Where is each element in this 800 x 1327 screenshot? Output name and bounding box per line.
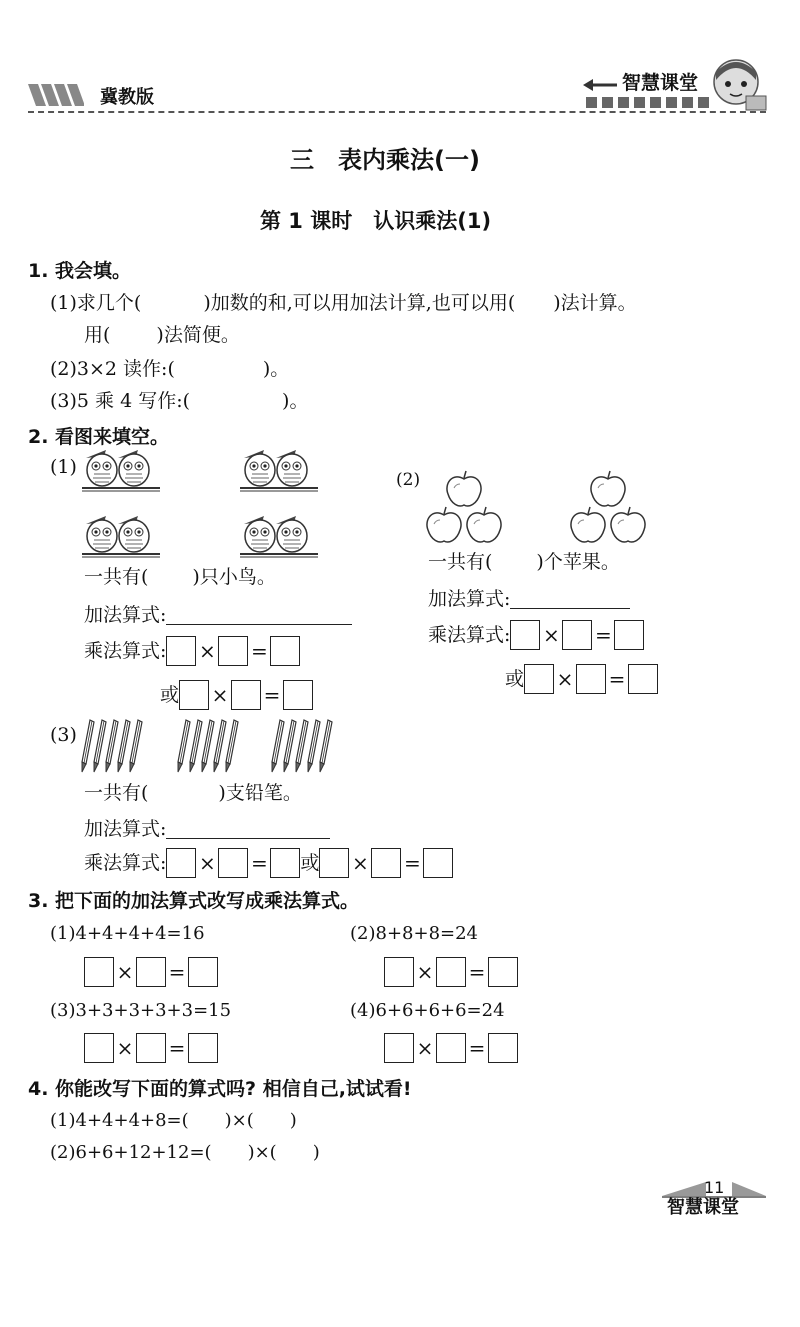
answer-box[interactable] — [179, 680, 209, 710]
answer-box[interactable] — [218, 848, 248, 878]
q3-item-3: (3)3+3+3+3+3=15 — [50, 1000, 232, 1021]
q2-p2-mul-label: 乘法算式: — [428, 623, 511, 646]
q2-p1-total-prefix: 一共有( — [84, 566, 149, 588]
q2-p2-total-end: )个苹果。 — [536, 551, 620, 573]
q3-item-2: (2)8+8+8=24 — [350, 923, 479, 944]
answer-box[interactable] — [188, 957, 218, 987]
header — [0, 0, 800, 120]
q2-p2-add-answer-line[interactable] — [510, 588, 630, 609]
equals-sign: = — [608, 667, 626, 691]
q2-p1-add-line — [84, 604, 352, 625]
girl-mascot-icon — [706, 56, 768, 114]
times-sign: × — [199, 851, 216, 875]
q2-p2-total-prefix: 一共有( — [428, 551, 493, 573]
q4-item-1-end: ) — [289, 1110, 297, 1131]
q1-a-prefix: (1)求几个( — [50, 292, 142, 314]
answer-box[interactable] — [319, 848, 349, 878]
answer-box[interactable] — [384, 1033, 414, 1063]
q1-a-end: )法计算。 — [553, 292, 637, 314]
q2-p3-add-line — [84, 818, 330, 839]
brand-label: 智慧课堂 — [622, 72, 699, 94]
q4-item-1 — [50, 1112, 297, 1130]
q2-p2-mul-alt-line — [505, 664, 658, 694]
q2-p3-mul-line — [84, 848, 453, 878]
q4-title: 4. 你能改写下面的算式吗? 相信自己,试试看! — [28, 1078, 412, 1100]
q4-item-1-mid: )×( — [224, 1110, 254, 1131]
answer-box[interactable] — [136, 1033, 166, 1063]
arrow-icon — [583, 78, 619, 92]
equals-sign: = — [168, 960, 186, 984]
times-sign: × — [352, 851, 369, 875]
q3-item-2-answer — [384, 957, 518, 987]
q4-item-2-mid: )×( — [247, 1142, 277, 1163]
q2-p3-total-end: )支铅笔。 — [218, 782, 302, 804]
q2-p3-or: 或 — [300, 851, 320, 874]
q3-item-4-answer — [384, 1033, 518, 1063]
q2-p3-add-label: 加法算式: — [84, 818, 167, 840]
q3-item-4: (4)6+6+6+6=24 — [350, 1000, 505, 1021]
answer-box[interactable] — [488, 1033, 518, 1063]
edition-label: 冀教版 — [100, 87, 154, 108]
apples-illustration — [424, 466, 654, 546]
q2-p1-total-end: )只小鸟。 — [192, 566, 276, 588]
q1-a-line2-prefix: 用( — [84, 324, 111, 346]
times-sign: × — [116, 960, 134, 984]
q1-c-prefix: (3)5 乘 4 写作:( — [50, 390, 191, 412]
equals-sign: = — [263, 683, 281, 707]
q2-p2-add-line — [428, 588, 630, 609]
q4-item-2-expr: (2)6+6+12+12=( — [50, 1142, 212, 1163]
times-sign: × — [543, 623, 560, 647]
q2-p2-add-label: 加法算式: — [428, 588, 511, 610]
times-sign: × — [416, 1036, 434, 1060]
answer-box[interactable] — [371, 848, 401, 878]
times-sign: × — [199, 639, 216, 663]
answer-box[interactable] — [231, 680, 261, 710]
answer-box[interactable] — [488, 957, 518, 987]
q2-p2-label: (2) — [396, 470, 421, 490]
answer-box[interactable] — [84, 957, 114, 987]
q2-p1-or: 或 — [160, 683, 180, 706]
q2-p1-total-line — [84, 568, 276, 587]
lesson-title: 第 1 课时 认识乘法(1) — [260, 209, 492, 233]
answer-box[interactable] — [84, 1033, 114, 1063]
q4-item-2 — [50, 1144, 320, 1162]
equals-sign: = — [251, 639, 268, 663]
answer-box[interactable] — [136, 957, 166, 987]
header-stripes-decoration — [28, 84, 84, 108]
answer-box[interactable] — [614, 620, 644, 650]
q2-p1-mul-alt-line — [160, 680, 313, 710]
unit-title: 三 表内乘法(一) — [290, 146, 480, 174]
q1-c-line — [50, 392, 308, 411]
answer-box[interactable] — [524, 664, 554, 694]
q3-item-1-answer — [84, 957, 218, 987]
times-sign: × — [416, 960, 434, 984]
q1-a-line1 — [50, 294, 637, 313]
q1-a-line2 — [84, 326, 240, 345]
answer-box[interactable] — [423, 848, 453, 878]
q1-b-line — [50, 360, 289, 379]
q1-a-mid: )加数的和,可以用加法计算,也可以用( — [203, 292, 516, 314]
q2-p3-label: (3) — [50, 724, 77, 746]
progress-squares-decoration — [586, 97, 711, 109]
times-sign: × — [211, 683, 229, 707]
equals-sign: = — [168, 1036, 186, 1060]
footer-brand: 智慧课堂 — [667, 1197, 739, 1218]
q4-item-2-end: ) — [312, 1142, 320, 1163]
q2-p3-total-prefix: 一共有( — [84, 782, 149, 804]
answer-box[interactable] — [510, 620, 540, 650]
q3-item-3-answer — [84, 1033, 218, 1063]
q1-b-prefix: (2)3×2 读作:( — [50, 358, 175, 380]
page-number: 11 — [704, 1178, 725, 1197]
q1-title: 1. 我会填。 — [28, 260, 132, 282]
q2-p1-add-label: 加法算式: — [84, 604, 167, 626]
q2-p1-mul-label: 乘法算式: — [84, 639, 167, 662]
answer-box[interactable] — [218, 636, 248, 666]
q3-item-1: (1)4+4+4+4=16 — [50, 923, 205, 944]
q2-title: 2. 看图来填空。 — [28, 426, 170, 448]
equals-sign: = — [468, 960, 486, 984]
equals-sign: = — [468, 1036, 486, 1060]
answer-box[interactable] — [188, 1033, 218, 1063]
answer-box[interactable] — [283, 680, 313, 710]
equals-sign: = — [595, 623, 612, 647]
q2-p3-total-line — [84, 784, 302, 803]
q1-a-line2-end: )法简便。 — [156, 324, 240, 346]
q3-title: 3. 把下面的加法算式改写成乘法算式。 — [28, 890, 360, 912]
pencils-illustration — [80, 716, 344, 776]
equals-sign: = — [251, 851, 268, 875]
times-sign: × — [556, 667, 574, 691]
answer-box[interactable] — [166, 848, 196, 878]
q2-p3-add-answer-line[interactable] — [166, 818, 330, 839]
birds-illustration — [80, 448, 320, 563]
answer-box[interactable] — [628, 664, 658, 694]
q2-p1-add-answer-line[interactable] — [166, 604, 352, 625]
q2-p1-label: (1) — [50, 456, 77, 478]
q2-p1-mul-line — [84, 636, 300, 666]
answer-box[interactable] — [436, 1033, 466, 1063]
answer-box[interactable] — [576, 664, 606, 694]
answer-box[interactable] — [436, 957, 466, 987]
q2-p2-mul-line — [428, 620, 644, 650]
q1-b-end: )。 — [262, 358, 290, 380]
q4-item-1-expr: (1)4+4+4+8=( — [50, 1110, 189, 1131]
q2-p3-mul-label: 乘法算式: — [84, 851, 167, 874]
answer-box[interactable] — [384, 957, 414, 987]
header-divider — [28, 111, 766, 113]
answer-box[interactable] — [270, 848, 300, 878]
q2-p2-total-line — [428, 553, 620, 572]
q2-p2-or: 或 — [505, 667, 525, 690]
equals-sign: = — [404, 851, 421, 875]
q1-c-end: )。 — [282, 390, 309, 412]
times-sign: × — [116, 1036, 134, 1060]
answer-box[interactable] — [562, 620, 592, 650]
answer-box[interactable] — [166, 636, 196, 666]
answer-box[interactable] — [270, 636, 300, 666]
